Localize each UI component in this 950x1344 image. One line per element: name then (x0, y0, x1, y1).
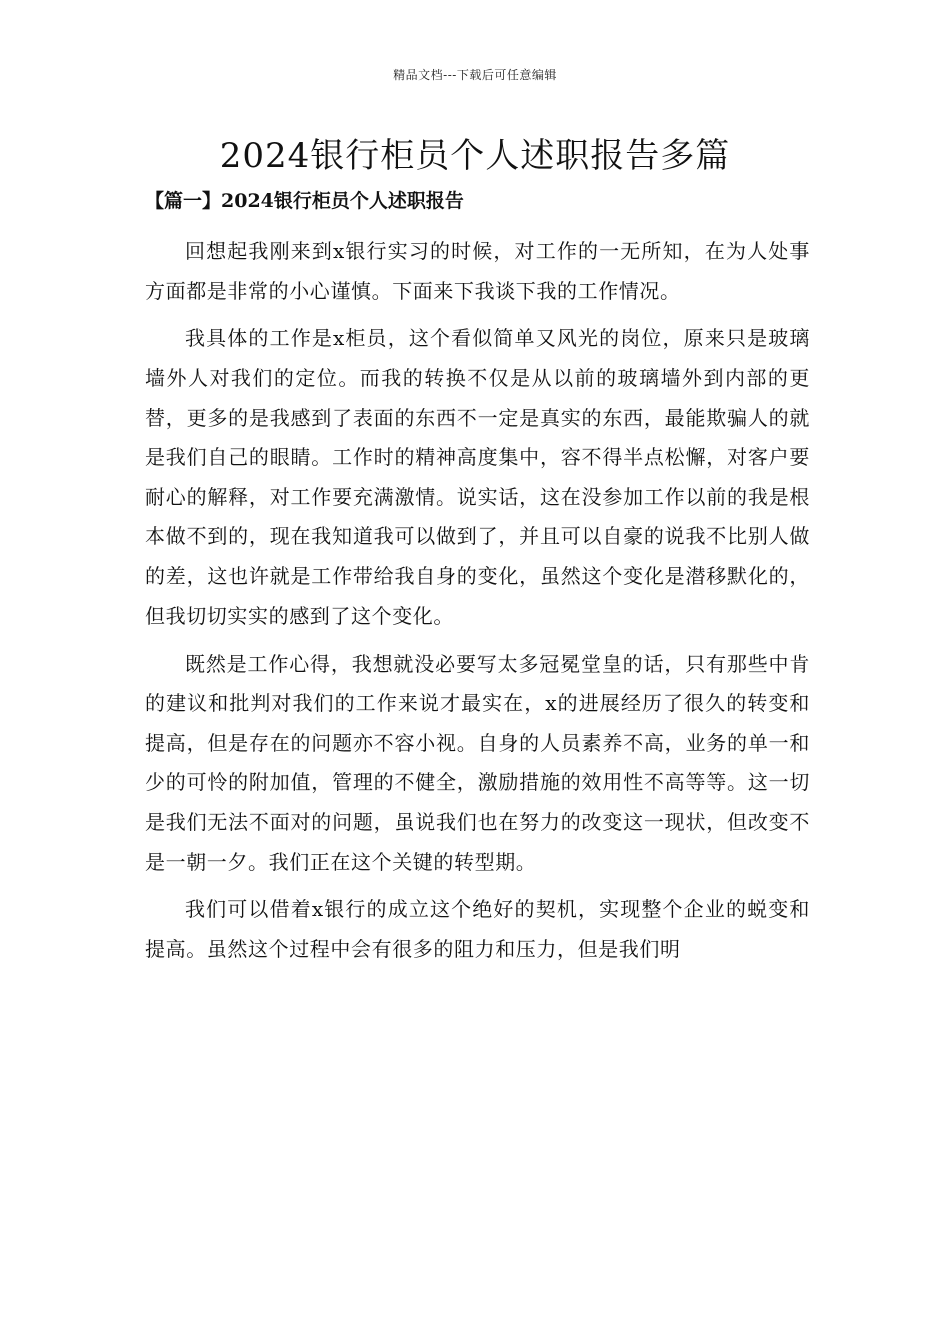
paragraph: 既然是工作心得，我想就没必要写太多冠冕堂皇的话，只有那些中肯的建议和批判对我们的工作来说才最实在，x的进展经历了很久的转变和提高，但是存在的问题亦不容小视。自身的人员素养不高，业务的单一和少的可怜的附加值，管理的不健全，激励措施的效用性不高等等。这一切是我们无法不面对的问题，虽说我们也在努力的改变这一现状，但改变不是一朝一夕。我们正在这个关键的转型期。 (145, 651, 810, 874)
paragraph: 我具体的工作是x柜员，这个看似简单又风光的岗位，原来只是玻璃墙外人对我们的定位。而我的转换不仅是从以前的玻璃墙外到内部的更替，更多的是我感到了表面的东西不一定是真实的东西，最能欺骗人的就是我们自己的眼睛。工作时的精神高度集中，容不得半点松懈，对客户要耐心的解释，对工作要充满激情。说实话，这在没参加工作以前的我是根本做不到的，现在我知道我可以做到了，并且可以自豪的说我不比别人做的差，这也许就是工作带给我自身的变化，虽然这个变化是潜移默化的，但我切切实实的感到了这个变化。 (145, 326, 810, 628)
paragraph: 我们可以借着x银行的成立这个绝好的契机，实现整个企业的蜕变和提高。虽然这个过程中会有很多的阻力和压力，但是我们明 (145, 897, 810, 961)
body-text (145, 232, 810, 978)
document-title: 2024银行柜员个人述职报告多篇 (219, 136, 731, 176)
header-note: 精品文档---下载后可任意编辑 (393, 68, 557, 82)
paragraph: 回想起我刚来到x银行实习的时候，对工作的一无所知，在为人处事方面都是非常的小心谨慎。下面来下我谈下我的工作情况。 (145, 239, 810, 303)
section-heading: 【篇一】2024银行柜员个人述职报告 (145, 190, 464, 212)
